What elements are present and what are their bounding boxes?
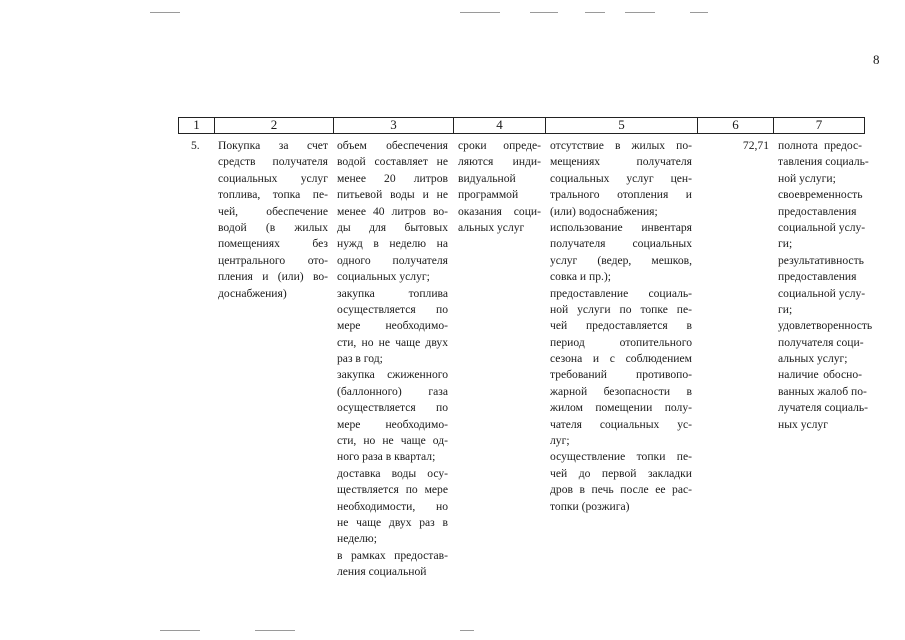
column-header-4: 4	[496, 117, 503, 132]
cell-line: питьевой воды и не	[337, 188, 448, 202]
cell-line: социальных услуг	[218, 171, 328, 185]
cell-line: менее 20 литров	[337, 171, 448, 185]
cell-line: отсутствие в жилых по-	[550, 139, 692, 152]
scan-artifact	[585, 12, 605, 13]
cell-line: водой составляет не	[337, 155, 448, 169]
cell-line: водой (в жилых	[218, 220, 328, 234]
cell-line: полнота предос-	[778, 139, 862, 152]
cell-line: оказания соци-	[458, 204, 541, 218]
cell-line: ванных жалоб по-	[778, 384, 867, 398]
cell-line: закупка топлива	[337, 286, 448, 300]
cell-line: получателя соци-	[778, 335, 864, 349]
cell-line: осуществление топки пе-	[550, 450, 692, 464]
cell-line: предоставления	[778, 270, 857, 284]
cell-line: социальных услуг;	[337, 270, 430, 284]
service-terms-cell	[458, 138, 541, 236]
cell-line: чателя социальных ус-	[550, 417, 692, 431]
cell-line: жилом помещении полу-	[550, 401, 692, 415]
cell-line: средств получателя	[218, 155, 328, 169]
cell-line: ляются инди-	[458, 155, 541, 169]
cell-line: мере необходимо-	[337, 417, 448, 431]
cell-line: программой	[458, 188, 519, 202]
cell-line: нужд в неделю на	[337, 237, 448, 251]
column-header-1: 1	[193, 117, 200, 132]
cell-line: сезона и с соблюдением	[550, 352, 692, 366]
cell-line: альных услуг	[458, 220, 525, 234]
cell-line: объем обеспечения	[337, 139, 448, 152]
scan-artifact	[690, 12, 708, 13]
cell-line: жарной безопасности в	[550, 384, 692, 398]
cell-line: осуществляется по	[337, 401, 448, 415]
cell-line: сроки опреде-	[458, 139, 541, 152]
cell-line: ного раза в квартал;	[337, 450, 436, 464]
service-name-cell	[218, 138, 328, 302]
header-bottom-border	[178, 133, 865, 134]
column-header-2: 2	[270, 117, 278, 132]
cell-line: предоставления	[778, 204, 857, 218]
cell-line: социальных услуг цен-	[550, 171, 692, 185]
column-header-6: 6	[732, 117, 739, 132]
cell-line: топлива, топка пе-	[218, 188, 328, 202]
cell-line: сти, но не чаще двух	[337, 335, 448, 349]
cell-line: трального отопления и	[550, 188, 692, 202]
cell-line: ной услуги;	[778, 171, 836, 185]
header-divider	[864, 117, 865, 134]
cell-line: ной услуги по топке пе-	[550, 302, 692, 316]
cell-line: ды для бытовых	[337, 220, 448, 234]
cell-line: центрального ото-	[218, 253, 328, 267]
cell-line: доставка воды осу-	[337, 466, 448, 480]
cell-line: чей до первой закладки	[550, 466, 692, 480]
cell-line: период отопительного	[550, 335, 692, 349]
cell-line: одного получателя	[337, 253, 448, 267]
service-conditions-cell	[550, 138, 692, 515]
cell-line: видуальной	[458, 171, 516, 185]
cell-line: ществляется по мере	[337, 483, 448, 497]
cell-line: дров в печь после ее рас-	[550, 483, 692, 497]
cell-line: удовлетворенность	[778, 319, 873, 333]
cell-line: услуг (ведер, мешков,	[550, 253, 692, 267]
cell-line: не чаще двух раз в	[337, 515, 448, 529]
cell-line: тавления социаль-	[778, 155, 869, 169]
cell-line: в рамках предостав-	[337, 548, 448, 562]
cell-line: альных услуг;	[778, 352, 848, 366]
cell-line: наличие обосно-	[778, 368, 862, 382]
cell-line: требований противопо-	[550, 368, 692, 382]
column-header-7: 7	[815, 117, 823, 132]
cell-line: мещениях получателя	[550, 155, 692, 169]
cell-line: доснабжения)	[218, 286, 287, 300]
cell-line: помещениях без	[218, 237, 328, 251]
cell-line: необходимости, но	[337, 499, 448, 513]
cell-line: ления социальной	[337, 565, 427, 579]
cell-line: своевременность	[778, 188, 863, 202]
cell-line: социальной услу-	[778, 286, 866, 300]
cell-line: чей, обеспечение	[218, 204, 328, 218]
cell-line: ги;	[778, 302, 793, 316]
cell-line: социальной услу-	[778, 220, 866, 234]
cell-line: закупка сжиженного	[337, 368, 448, 382]
cell-line: луг;	[550, 434, 570, 448]
scan-artifact	[625, 12, 655, 13]
column-header-5: 5	[618, 117, 625, 132]
cell-line: совка и пр.);	[550, 270, 612, 284]
cell-line: сти, но не чаще од-	[337, 434, 448, 448]
scan-artifact	[460, 630, 474, 631]
cell-line: осуществляется по	[337, 302, 448, 316]
scan-artifact	[530, 12, 558, 13]
cell-line: ги;	[778, 237, 793, 251]
cell-line: (баллонного) газа	[337, 384, 448, 398]
cell-line: результативность	[778, 253, 864, 267]
cell-line: топки (розжига)	[550, 499, 630, 513]
cell-line: предоставление социаль-	[550, 286, 692, 300]
cell-line: лучателя социаль-	[778, 401, 869, 415]
cell-line: раз в год;	[337, 352, 383, 366]
cell-line: Покупка за счет	[218, 139, 328, 152]
quality-indicators-cell	[778, 138, 873, 433]
page-number: 8	[873, 52, 880, 67]
cell-line: мере необходимо-	[337, 319, 448, 333]
scan-artifact	[160, 630, 200, 631]
cell-line: неделю;	[337, 532, 377, 546]
cell-line: использование инвентаря	[550, 220, 692, 234]
cell-line: (или) водоснабжения;	[550, 204, 658, 218]
cell-line: чей предоставляется в	[550, 319, 692, 333]
tariff-cell: 72,71	[742, 139, 769, 152]
cell-line: ных услуг	[778, 417, 828, 431]
column-header-3: 3	[390, 117, 397, 132]
cell-line: менее 40 литров во-	[337, 204, 448, 218]
service-volume-cell	[337, 138, 448, 581]
cell-line: пления и (или) во-	[218, 270, 328, 284]
scan-artifact	[150, 12, 180, 13]
scan-artifact	[255, 630, 295, 631]
scan-artifact	[460, 12, 500, 13]
row-number: 5.	[191, 139, 200, 152]
cell-line: получателя социальных	[550, 237, 692, 251]
